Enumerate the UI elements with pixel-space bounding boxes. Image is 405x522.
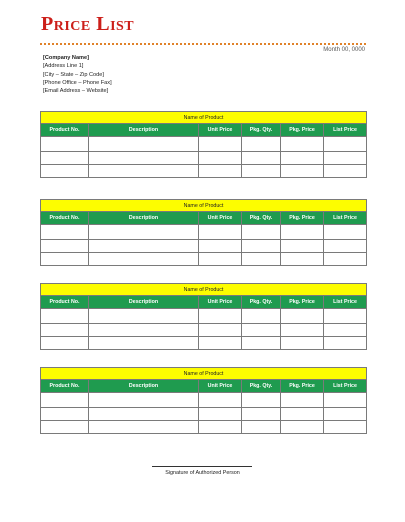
table-cell[interactable] <box>41 225 89 240</box>
table-cell[interactable] <box>324 165 367 178</box>
column-header: Pkg. Price <box>281 212 324 225</box>
date-field: Month 00, 0000 <box>323 47 365 53</box>
company-info <box>43 54 112 95</box>
table-cell[interactable] <box>242 309 281 324</box>
column-header: Pkg. Price <box>281 296 324 309</box>
column-header: Unit Price <box>199 296 242 309</box>
column-header: List Price <box>324 124 367 137</box>
table-cell[interactable] <box>89 165 199 178</box>
table-cell[interactable] <box>199 165 242 178</box>
column-header: Pkg. Price <box>281 380 324 393</box>
table-cell[interactable] <box>281 408 324 421</box>
table-cell[interactable] <box>89 253 199 266</box>
column-header: List Price <box>324 296 367 309</box>
company-city: [City – State – Zip Code] <box>43 71 104 78</box>
column-header: Description <box>89 124 199 137</box>
table-cell[interactable] <box>242 337 281 350</box>
product-name-header: Name of Product <box>41 368 367 380</box>
title-divider <box>40 43 366 45</box>
table-cell[interactable] <box>324 337 367 350</box>
table-cell[interactable] <box>89 309 199 324</box>
column-header: Unit Price <box>199 212 242 225</box>
table-cell[interactable] <box>242 137 281 152</box>
column-header: Product No. <box>41 380 89 393</box>
table-cell[interactable] <box>199 421 242 434</box>
table-cell[interactable] <box>89 408 199 421</box>
table-cell[interactable] <box>324 240 367 253</box>
table-cell[interactable] <box>41 137 89 152</box>
table-cell[interactable] <box>324 393 367 408</box>
column-header: Product No. <box>41 212 89 225</box>
table-cell[interactable] <box>41 165 89 178</box>
table-cell[interactable] <box>199 309 242 324</box>
table-row <box>41 408 367 421</box>
table-cell[interactable] <box>242 253 281 266</box>
table-cell[interactable] <box>324 137 367 152</box>
column-header: Unit Price <box>199 124 242 137</box>
table-cell[interactable] <box>41 309 89 324</box>
column-header: Description <box>89 380 199 393</box>
table-row <box>41 393 367 408</box>
table-cell[interactable] <box>281 165 324 178</box>
table-cell[interactable] <box>199 324 242 337</box>
table-cell[interactable] <box>281 152 324 165</box>
table-cell[interactable] <box>41 393 89 408</box>
table-cell[interactable] <box>89 421 199 434</box>
product-name-header: Name of Product <box>41 112 367 124</box>
table-row <box>41 253 367 266</box>
table-row <box>41 225 367 240</box>
table-cell[interactable] <box>41 337 89 350</box>
price-table <box>40 111 367 178</box>
column-header: Pkg. Price <box>281 124 324 137</box>
price-table <box>40 199 367 266</box>
column-header: Product No. <box>41 296 89 309</box>
column-header: Pkg. Qty. <box>242 296 281 309</box>
table-cell[interactable] <box>281 324 324 337</box>
product-name-header: Name of Product <box>41 284 367 296</box>
table-cell[interactable] <box>281 240 324 253</box>
table-cell[interactable] <box>89 337 199 350</box>
column-header: Product No. <box>41 124 89 137</box>
table-cell[interactable] <box>89 152 199 165</box>
table-row <box>41 137 367 152</box>
table-cell[interactable] <box>199 408 242 421</box>
table-cell[interactable] <box>41 421 89 434</box>
table-cell[interactable] <box>199 152 242 165</box>
company-email: [Email Address – Website] <box>43 88 109 95</box>
table-cell[interactable] <box>281 225 324 240</box>
column-header: List Price <box>324 380 367 393</box>
table-cell[interactable] <box>324 324 367 337</box>
table-cell[interactable] <box>242 225 281 240</box>
table-cell[interactable] <box>281 253 324 266</box>
table-cell[interactable] <box>242 421 281 434</box>
table-cell[interactable] <box>41 324 89 337</box>
table-cell[interactable] <box>242 393 281 408</box>
column-header: Description <box>89 212 199 225</box>
table-row <box>41 324 367 337</box>
column-header: Description <box>89 296 199 309</box>
table-row <box>41 421 367 434</box>
table-cell[interactable] <box>199 253 242 266</box>
table-cell[interactable] <box>41 253 89 266</box>
table-cell[interactable] <box>324 421 367 434</box>
company-phone: [Phone Office – Phone Fax] <box>43 79 112 86</box>
table-cell[interactable] <box>199 393 242 408</box>
product-name-header: Name of Product <box>41 200 367 212</box>
signature-label: Signature of Authorized Person <box>165 470 240 476</box>
table-cell[interactable] <box>89 137 199 152</box>
table-row <box>41 152 367 165</box>
table-cell[interactable] <box>199 137 242 152</box>
table-row <box>41 165 367 178</box>
page-title: Price List <box>41 13 135 35</box>
table-cell[interactable] <box>41 152 89 165</box>
table-cell[interactable] <box>281 337 324 350</box>
price-table <box>40 283 367 350</box>
table-cell[interactable] <box>199 225 242 240</box>
table-cell[interactable] <box>89 225 199 240</box>
table-cell[interactable] <box>324 253 367 266</box>
table-cell[interactable] <box>89 393 199 408</box>
table-cell[interactable] <box>324 408 367 421</box>
table-cell[interactable] <box>281 393 324 408</box>
table-cell[interactable] <box>324 225 367 240</box>
table-cell[interactable] <box>242 324 281 337</box>
price-table <box>40 367 367 434</box>
column-header: List Price <box>324 212 367 225</box>
table-cell[interactable] <box>281 309 324 324</box>
table-cell[interactable] <box>324 152 367 165</box>
table-cell[interactable] <box>324 309 367 324</box>
table-row <box>41 337 367 350</box>
table-cell[interactable] <box>89 324 199 337</box>
table-cell[interactable] <box>281 421 324 434</box>
column-header: Unit Price <box>199 380 242 393</box>
table-row <box>41 309 367 324</box>
company-address: [Address Line 1] <box>43 63 84 70</box>
table-cell[interactable] <box>41 408 89 421</box>
table-cell[interactable] <box>89 240 199 253</box>
column-header: Pkg. Qty. <box>242 124 281 137</box>
table-cell[interactable] <box>242 152 281 165</box>
signature-line <box>152 466 252 467</box>
table-cell[interactable] <box>199 337 242 350</box>
table-cell[interactable] <box>41 240 89 253</box>
table-cell[interactable] <box>242 165 281 178</box>
table-cell[interactable] <box>199 240 242 253</box>
table-row <box>41 240 367 253</box>
table-cell[interactable] <box>242 408 281 421</box>
column-header: Pkg. Qty. <box>242 380 281 393</box>
table-cell[interactable] <box>242 240 281 253</box>
column-header: Pkg. Qty. <box>242 212 281 225</box>
table-cell[interactable] <box>281 137 324 152</box>
company-name: [Company Name] <box>43 55 90 61</box>
